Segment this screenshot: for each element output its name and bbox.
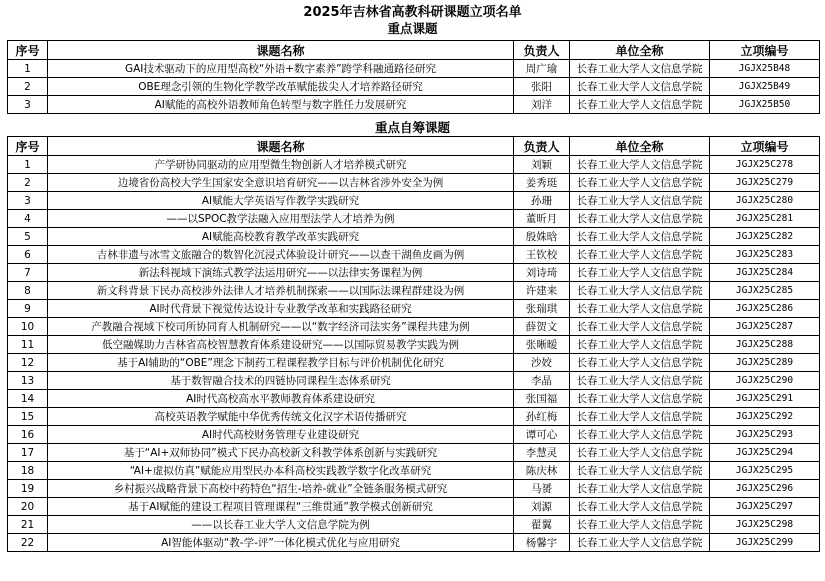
cell-unit: 长春工业大学人文信息学院 (570, 156, 710, 174)
cell-unit: 长春工业大学人文信息学院 (570, 192, 710, 210)
cell-project-code: JGJX25B50 (710, 96, 820, 114)
cell-leader: 李晶 (514, 372, 570, 390)
cell-project-code: JGJX25B49 (710, 78, 820, 96)
cell-unit: 长春工业大学人文信息学院 (570, 426, 710, 444)
cell-index: 16 (8, 426, 48, 444)
cell-index: 1 (8, 156, 48, 174)
table-row (8, 96, 820, 114)
cell-unit: 长春工业大学人文信息学院 (570, 354, 710, 372)
table-row (8, 354, 820, 372)
cell-index: 14 (8, 390, 48, 408)
cell-project-code: JGJX25C298 (710, 516, 820, 534)
cell-index: 9 (8, 300, 48, 318)
cell-project-name: 吉林非遗与冰雪文旅融合的数智化沉浸式体验设计研究——以查干湖鱼皮画为例 (48, 246, 514, 264)
cell-project-code: JGJX25C281 (710, 210, 820, 228)
cell-unit: 长春工业大学人文信息学院 (570, 408, 710, 426)
cell-unit: 长春工业大学人文信息学院 (570, 246, 710, 264)
cell-unit: 长春工业大学人文信息学院 (570, 318, 710, 336)
cell-project-code: JGJX25C293 (710, 426, 820, 444)
header-unit: 单位全称 (570, 41, 710, 60)
table-row (8, 246, 820, 264)
cell-project-code: JGJX25C288 (710, 336, 820, 354)
cell-project-name: AI智能体驱动“教-学-评”一体化模式优化与应用研究 (48, 534, 514, 552)
cell-unit: 长春工业大学人文信息学院 (570, 390, 710, 408)
cell-project-code: JGJX25C286 (710, 300, 820, 318)
cell-leader: 刘洋 (514, 96, 570, 114)
cell-project-code: JGJX25C295 (710, 462, 820, 480)
cell-project-code: JGJX25C283 (710, 246, 820, 264)
cell-leader: 姜秀珽 (514, 174, 570, 192)
cell-index: 3 (8, 192, 48, 210)
cell-index: 1 (8, 60, 48, 78)
cell-index: 3 (8, 96, 48, 114)
cell-unit: 长春工业大学人文信息学院 (570, 264, 710, 282)
cell-index: 20 (8, 498, 48, 516)
cell-project-name: AI时代背景下视觉传达设计专业教学改革和实践路径研究 (48, 300, 514, 318)
cell-project-code: JGJX25C290 (710, 372, 820, 390)
cell-leader: 王钦校 (514, 246, 570, 264)
cell-index: 15 (8, 408, 48, 426)
cell-project-name: 产学研协同驱动的应用型微生物创新人才培养模式研究 (48, 156, 514, 174)
table-header-row (8, 41, 820, 60)
cell-index: 21 (8, 516, 48, 534)
cell-project-name: ——以长春工业大学人文信息学院为例 (48, 516, 514, 534)
table-row (8, 534, 820, 552)
table-row (8, 264, 820, 282)
cell-unit: 长春工业大学人文信息学院 (570, 282, 710, 300)
self-funded-projects-table (7, 136, 820, 552)
cell-project-code: JGJX25C297 (710, 498, 820, 516)
header-code: 立项编号 (710, 41, 820, 60)
cell-leader: 李慧灵 (514, 444, 570, 462)
cell-leader: 沙姣 (514, 354, 570, 372)
section-title-self-funded: 重点自筹课题 (374, 120, 450, 135)
header-name: 课题名称 (48, 41, 514, 60)
cell-project-name: AI时代高校财务管理专业建设研究 (48, 426, 514, 444)
cell-project-name: OBE理念引领的生物化学教学改革赋能拔尖人才培养路径研究 (48, 78, 514, 96)
cell-unit: 长春工业大学人文信息学院 (570, 462, 710, 480)
table-row (8, 192, 820, 210)
cell-project-code: JGJX25C292 (710, 408, 820, 426)
cell-unit: 长春工业大学人文信息学院 (570, 210, 710, 228)
cell-leader: 马赟 (514, 480, 570, 498)
cell-unit: 长春工业大学人文信息学院 (570, 228, 710, 246)
cell-project-name: 产教融合视域下校司所协同育人机制研究——以“数字经济司法实务”课程共建为例 (48, 318, 514, 336)
table-row (8, 408, 820, 426)
cell-index: 19 (8, 480, 48, 498)
header-leader: 负责人 (514, 41, 570, 60)
cell-unit: 长春工业大学人文信息学院 (570, 300, 710, 318)
cell-index: 7 (8, 264, 48, 282)
table-row (8, 78, 820, 96)
document-title: 2025年吉林省高教科研课题立项名单 (303, 5, 522, 20)
table-row (8, 372, 820, 390)
header-name: 课题名称 (48, 137, 514, 156)
cell-project-name: GAI技术驱动下的应用型高校“外语+数字素养”跨学科融通路径研究 (48, 60, 514, 78)
cell-project-name: AI赋能大学英语写作教学实践研究 (48, 192, 514, 210)
table-row (8, 426, 820, 444)
table-row (8, 462, 820, 480)
key-projects-table (7, 40, 820, 114)
cell-leader: 杨馨宇 (514, 534, 570, 552)
cell-index: 2 (8, 78, 48, 96)
cell-leader: 孙珊 (514, 192, 570, 210)
cell-project-name: 新文科背景下民办高校涉外法律人才培养机制探索——以国际法课程群建设为例 (48, 282, 514, 300)
table-row (8, 390, 820, 408)
header-index: 序号 (8, 137, 48, 156)
cell-leader: 刘颖 (514, 156, 570, 174)
cell-project-name: 高校英语教学赋能中华优秀传统文化汉字术语传播研究 (48, 408, 514, 426)
cell-unit: 长春工业大学人文信息学院 (570, 444, 710, 462)
cell-project-name: 乡村振兴战略背景下高校中药特色“招生-培养-就业”全链条服务模式研究 (48, 480, 514, 498)
cell-leader: 董昕月 (514, 210, 570, 228)
table-row (8, 60, 820, 78)
cell-unit: 长春工业大学人文信息学院 (570, 174, 710, 192)
table-row (8, 480, 820, 498)
cell-leader: 张瑞琪 (514, 300, 570, 318)
table-row (8, 210, 820, 228)
cell-project-name: AI时代高校高水平教师教育体系建设研究 (48, 390, 514, 408)
cell-project-name: 基于AI辅助的“OBE”理念下制药工程课程教学目标与评价机制优化研究 (48, 354, 514, 372)
cell-project-code: JGJX25C278 (710, 156, 820, 174)
cell-leader: 张阳 (514, 78, 570, 96)
cell-leader: 张晰暧 (514, 336, 570, 354)
cell-project-name: AI赋能的高校外语教师角色转型与数字胜任力发展研究 (48, 96, 514, 114)
section-title-key: 重点课题 (387, 21, 438, 36)
cell-project-name: 边境省份高校大学生国家安全意识培育研究——以吉林省涉外安全为例 (48, 174, 514, 192)
cell-leader: 刘诗琦 (514, 264, 570, 282)
cell-project-code: JGJX25C285 (710, 282, 820, 300)
table-row (8, 318, 820, 336)
cell-index: 2 (8, 174, 48, 192)
table-row (8, 336, 820, 354)
cell-leader: 许建来 (514, 282, 570, 300)
cell-leader: 薛贺文 (514, 318, 570, 336)
cell-project-name: ——以SPOC教学法融入应用型法学人才培养为例 (48, 210, 514, 228)
cell-index: 22 (8, 534, 48, 552)
cell-index: 11 (8, 336, 48, 354)
table-row (8, 300, 820, 318)
cell-leader: 孙红梅 (514, 408, 570, 426)
cell-index: 10 (8, 318, 48, 336)
cell-index: 6 (8, 246, 48, 264)
cell-project-name: 低空融媒助力吉林省高校智慧教育体系建设研究——以国际贸易教学实践为例 (48, 336, 514, 354)
cell-leader: 翟翼 (514, 516, 570, 534)
cell-project-code: JGJX25C291 (710, 390, 820, 408)
table-row (8, 156, 820, 174)
cell-leader: 周广瑜 (514, 60, 570, 78)
header-code: 立项编号 (710, 137, 820, 156)
header-leader: 负责人 (514, 137, 570, 156)
cell-project-code: JGJX25C296 (710, 480, 820, 498)
table-row (8, 282, 820, 300)
cell-index: 4 (8, 210, 48, 228)
header-unit: 单位全称 (570, 137, 710, 156)
cell-unit: 长春工业大学人文信息学院 (570, 498, 710, 516)
cell-project-code: JGJX25C279 (710, 174, 820, 192)
cell-index: 18 (8, 462, 48, 480)
cell-unit: 长春工业大学人文信息学院 (570, 60, 710, 78)
cell-index: 12 (8, 354, 48, 372)
cell-project-name: “AI+虚拟仿真”赋能应用型民办本科高校实践教学数字化改革研究 (48, 462, 514, 480)
cell-project-code: JGJX25C280 (710, 192, 820, 210)
cell-unit: 长春工业大学人文信息学院 (570, 534, 710, 552)
cell-project-code: JGJX25C299 (710, 534, 820, 552)
table-row (8, 444, 820, 462)
cell-unit: 长春工业大学人文信息学院 (570, 336, 710, 354)
table-row (8, 516, 820, 534)
cell-index: 13 (8, 372, 48, 390)
cell-index: 8 (8, 282, 48, 300)
cell-unit: 长春工业大学人文信息学院 (570, 516, 710, 534)
table-row (8, 498, 820, 516)
cell-leader: 刘源 (514, 498, 570, 516)
cell-unit: 长春工业大学人文信息学院 (570, 78, 710, 96)
table-header-row (8, 137, 820, 156)
header-index: 序号 (8, 41, 48, 60)
cell-leader: 谭可心 (514, 426, 570, 444)
cell-unit: 长春工业大学人文信息学院 (570, 372, 710, 390)
cell-project-code: JGJX25C289 (710, 354, 820, 372)
table-row (8, 174, 820, 192)
cell-project-name: 基于“AI+双师协同”模式下民办高校新文科教学体系创新与实践研究 (48, 444, 514, 462)
cell-unit: 长春工业大学人文信息学院 (570, 96, 710, 114)
cell-project-name: 基于AI赋能的建设工程项目管理课程“三维贯通”教学模式创新研究 (48, 498, 514, 516)
cell-project-code: JGJX25C287 (710, 318, 820, 336)
cell-leader: 殷姝晗 (514, 228, 570, 246)
cell-project-code: JGJX25B48 (710, 60, 820, 78)
cell-unit: 长春工业大学人文信息学院 (570, 480, 710, 498)
cell-index: 5 (8, 228, 48, 246)
cell-project-code: JGJX25C282 (710, 228, 820, 246)
cell-project-name: 新法科视域下演练式教学法运用研究——以法律实务课程为例 (48, 264, 514, 282)
cell-project-name: AI赋能高校教育教学改革实践研究 (48, 228, 514, 246)
cell-leader: 陈庆林 (514, 462, 570, 480)
cell-leader: 张国福 (514, 390, 570, 408)
cell-project-code: JGJX25C284 (710, 264, 820, 282)
cell-project-code: JGJX25C294 (710, 444, 820, 462)
table-row (8, 228, 820, 246)
cell-project-name: 基于数智融合技术的四链协同课程生态体系研究 (48, 372, 514, 390)
cell-index: 17 (8, 444, 48, 462)
